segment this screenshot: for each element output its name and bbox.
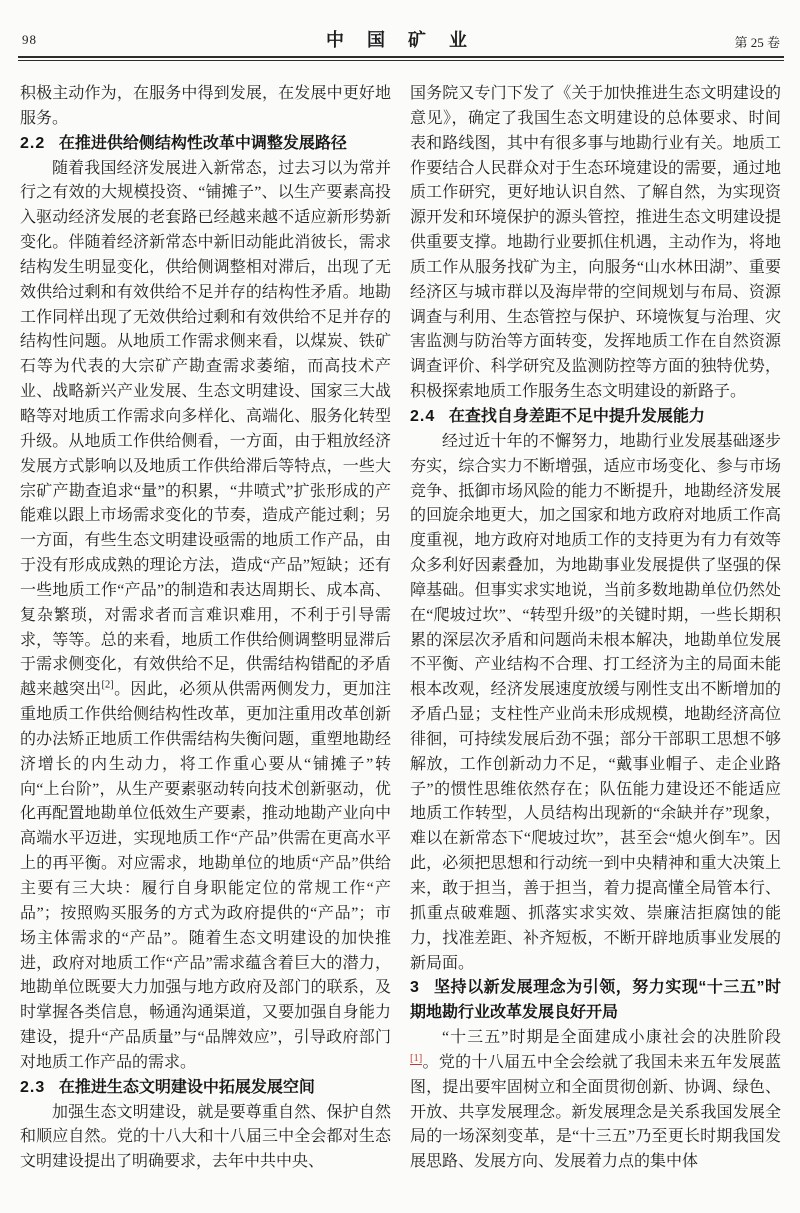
section-title: 在推进生态文明建设中拓展发展空间 <box>58 1078 315 1096</box>
paragraph: 加强生态文明建设，就是要尊重自然、保护自然和顺应自然。党的十八大和十八届三中全会都对生态文明建设提出了明确要求，去年中共中央、 <box>20 1103 391 1171</box>
header-double-rule <box>18 56 784 61</box>
paragraph: “十三五”时期是全面建成小康社会的决胜阶段[1]。党的十八届五中全会绘就了我国未来五年发展蓝图，提出要牢固树立和全面贯彻创新、协调、绿色、开放、共享发展理念。新发展理念是关系我国发展全局的一场深刻变革，是“十三五”乃至更长时期我国发展思路、发展方向、发展着力点的集中体 <box>410 1029 781 1171</box>
paragraph: 随着我国经济发展进入新常态，过去习以为常并行之有效的大规模投资、“铺摊子”、以生产要素高投入驱动经济发展的老套路已经越来越不适应新形势新变化。伴随着经济新常态中新旧动能此消彼长，需求结构发生明显变化，供给侧调整相对滞后，出现了无效供给过剩和有效供给不足并存的结构性矛盾。地勘工作同样出现了无效供给过剩和有效供给不足并存的结构性问题。从地质工作需求侧来看，以煤炭、铁矿石等为代表的大宗矿产勘查需求萎缩，而高技术产业、战略新兴产业发展、生态文明建设、国家三大战略等对地质工作需求向多样化、高端化、服务化转型升级。从地质工作供给侧看，一方面，由于粗放经济发展方式影响以及地质工作供给滞后等特点，一些大宗矿产勘查追求“量”的积累，“井喷式”扩张形成的产能难以跟上市场需求变化的节奏，造成产能过剩；另一方面，有些生态文明建设亟需的地质工作产品，由于没有形成成熟的理论方法，造成“产品”短缺；还有一些地质工作“产品”的制造和表达周期长、成本高、复杂繁琐，对需求者而言难识难用，不利于引导需求，等等。总的来看，地质工作供给侧调整明显滞后于需求侧变化，有效供给不足，供需结构错配的矛盾越来越突出[2]。因此，必须从供需两侧发力，更加注重地质工作供给侧结构性改革，更加注重用改革创新的办法矫正地质工作供需结构失衡问题，重塑地勘经济增长的内生动力，将工作重心要从“铺摊子”转向“上台阶”，从生产要素驱动转向技术创新驱动，优化再配置地勘单位低效生产要素，推动地勘产业向中高端水平迈进，实现地质工作“产品”供需在更高水平上的再平衡。对应需求，地勘单位的地质“产品”供给主要有三大块：履行自身职能定位的常规工作“产品”；按照购买服务的方式为政府提供的“产品”；市场主体需求的“产品”。随着生态文明建设的加快推进，政府对地质工作“产品”需求蕴含着巨大的潜力，地勘单位既要大力加强与地方政府及部门的联系，及时掌握各类信息，畅通沟通渠道，又要加强自身能力建设，提升“产品质量”与“品牌效应”，引导政府部门对地质工作产品的需求。 <box>20 159 391 1071</box>
section-number: 3 <box>410 979 420 997</box>
paragraph-continued: 积极主动作为，在服务中得到发展，在发展中更好地服务。 <box>20 85 391 127</box>
article-body <box>20 82 782 1175</box>
section-title: 坚持以新发展理念为引领，努力实现“十三五”时期地勘行业改革发展良好开局 <box>410 979 781 1022</box>
journal-title: 中 国 矿 业 <box>325 30 476 50</box>
citation-ref: [2] <box>101 679 114 691</box>
section-number: 2.3 <box>20 1078 46 1096</box>
section-title: 在查找自身差距不足中提升发展能力 <box>448 407 705 425</box>
section-heading-2.4 <box>410 405 781 430</box>
section-heading-3 <box>410 976 781 1026</box>
running-head <box>22 26 780 52</box>
paragraph-continued: 国务院又专门下发了《关于加快推进生态文明建设的意见》，确定了我国生态文明建设的总体要求、时间表和路线图，其中有很多事与地勘行业有关。地质工作要结合人民群众对于生态环境建设的需要，通过地质工作研究，更好地认识自然、了解自然，为实现资源开发和环境保护的源头管控，推进生态文明建设提供重要支撑。地勘行业要抓住机遇，主动作为，将地质工作从服务找矿为主，向服务“山水林田湖”、重要经济区与城市群以及海岸带的空间规划与布局、资源调查与利用、生态管控与保护、环境恢复与治理、灾害监测与防治等方面转变，发挥地质工作在自然资源调查评价、科学研究及监测防控等方面的独特优势，积极探索地质工作服务生态文明建设的新路子。 <box>410 85 781 401</box>
section-number: 2.4 <box>410 407 436 425</box>
text-column-left <box>20 82 391 1175</box>
paragraph: 经过近十年的不懈努力，地勘行业发展基础逐步夯实，综合实力不断增强，适应市场变化、参与市场竞争、抵御市场风险的能力不断提升，地勘经济发展的回旋余地更大，加之国家和地方政府对地质工作高度重视，地方政府对地质工作的支持更为有力有效等众多利好因素叠加，为地勘事业发展提供了坚强的保障基础。但事实求实地说，当前多数地勘单位仍然处在“爬坡过坎”、“转型升级”的关键时期，一些长期积累的深层次矛盾和问题尚未根本解决，地勘单位发展不平衡、产业结构不合理、打工经济为主的局面未能根本改观，经济发展速度放缓与刚性支出不断增加的矛盾凸显；支柱性产业尚未形成规模，地勘经济高位徘徊，可持续发展后劲不强；部分干部职工思想不够解放，工作创新动力不足，“戴事业帽子、走企业路子”的惯性思维依然存在；队伍能力建设还不能适应地质工作转型，人员结构出现新的“余缺并存”现象，难以在新常态下“爬坡过坎”，甚至会“熄火倒车”。因此，必须把思想和行动统一到中央精神和重大决策上来，敢于担当，善于担当，着力提高懂全局管本行、抓重点破难题、抓落实求实效、崇廉洁拒腐蚀的能力，找准差距、补齐短板，不断开辟地质事业发展的新局面。 <box>410 432 781 972</box>
page-number: 98 <box>22 32 37 47</box>
text-column-right <box>410 82 781 1175</box>
section-heading-2.2 <box>20 132 391 157</box>
section-number: 2.2 <box>20 134 46 152</box>
volume-label: 第 25 卷 <box>734 35 780 50</box>
section-title: 在推进供给侧结构性改革中调整发展路径 <box>58 134 347 152</box>
section-heading-2.3 <box>20 1076 391 1101</box>
citation-ref-link[interactable]: [1] <box>410 1052 423 1064</box>
